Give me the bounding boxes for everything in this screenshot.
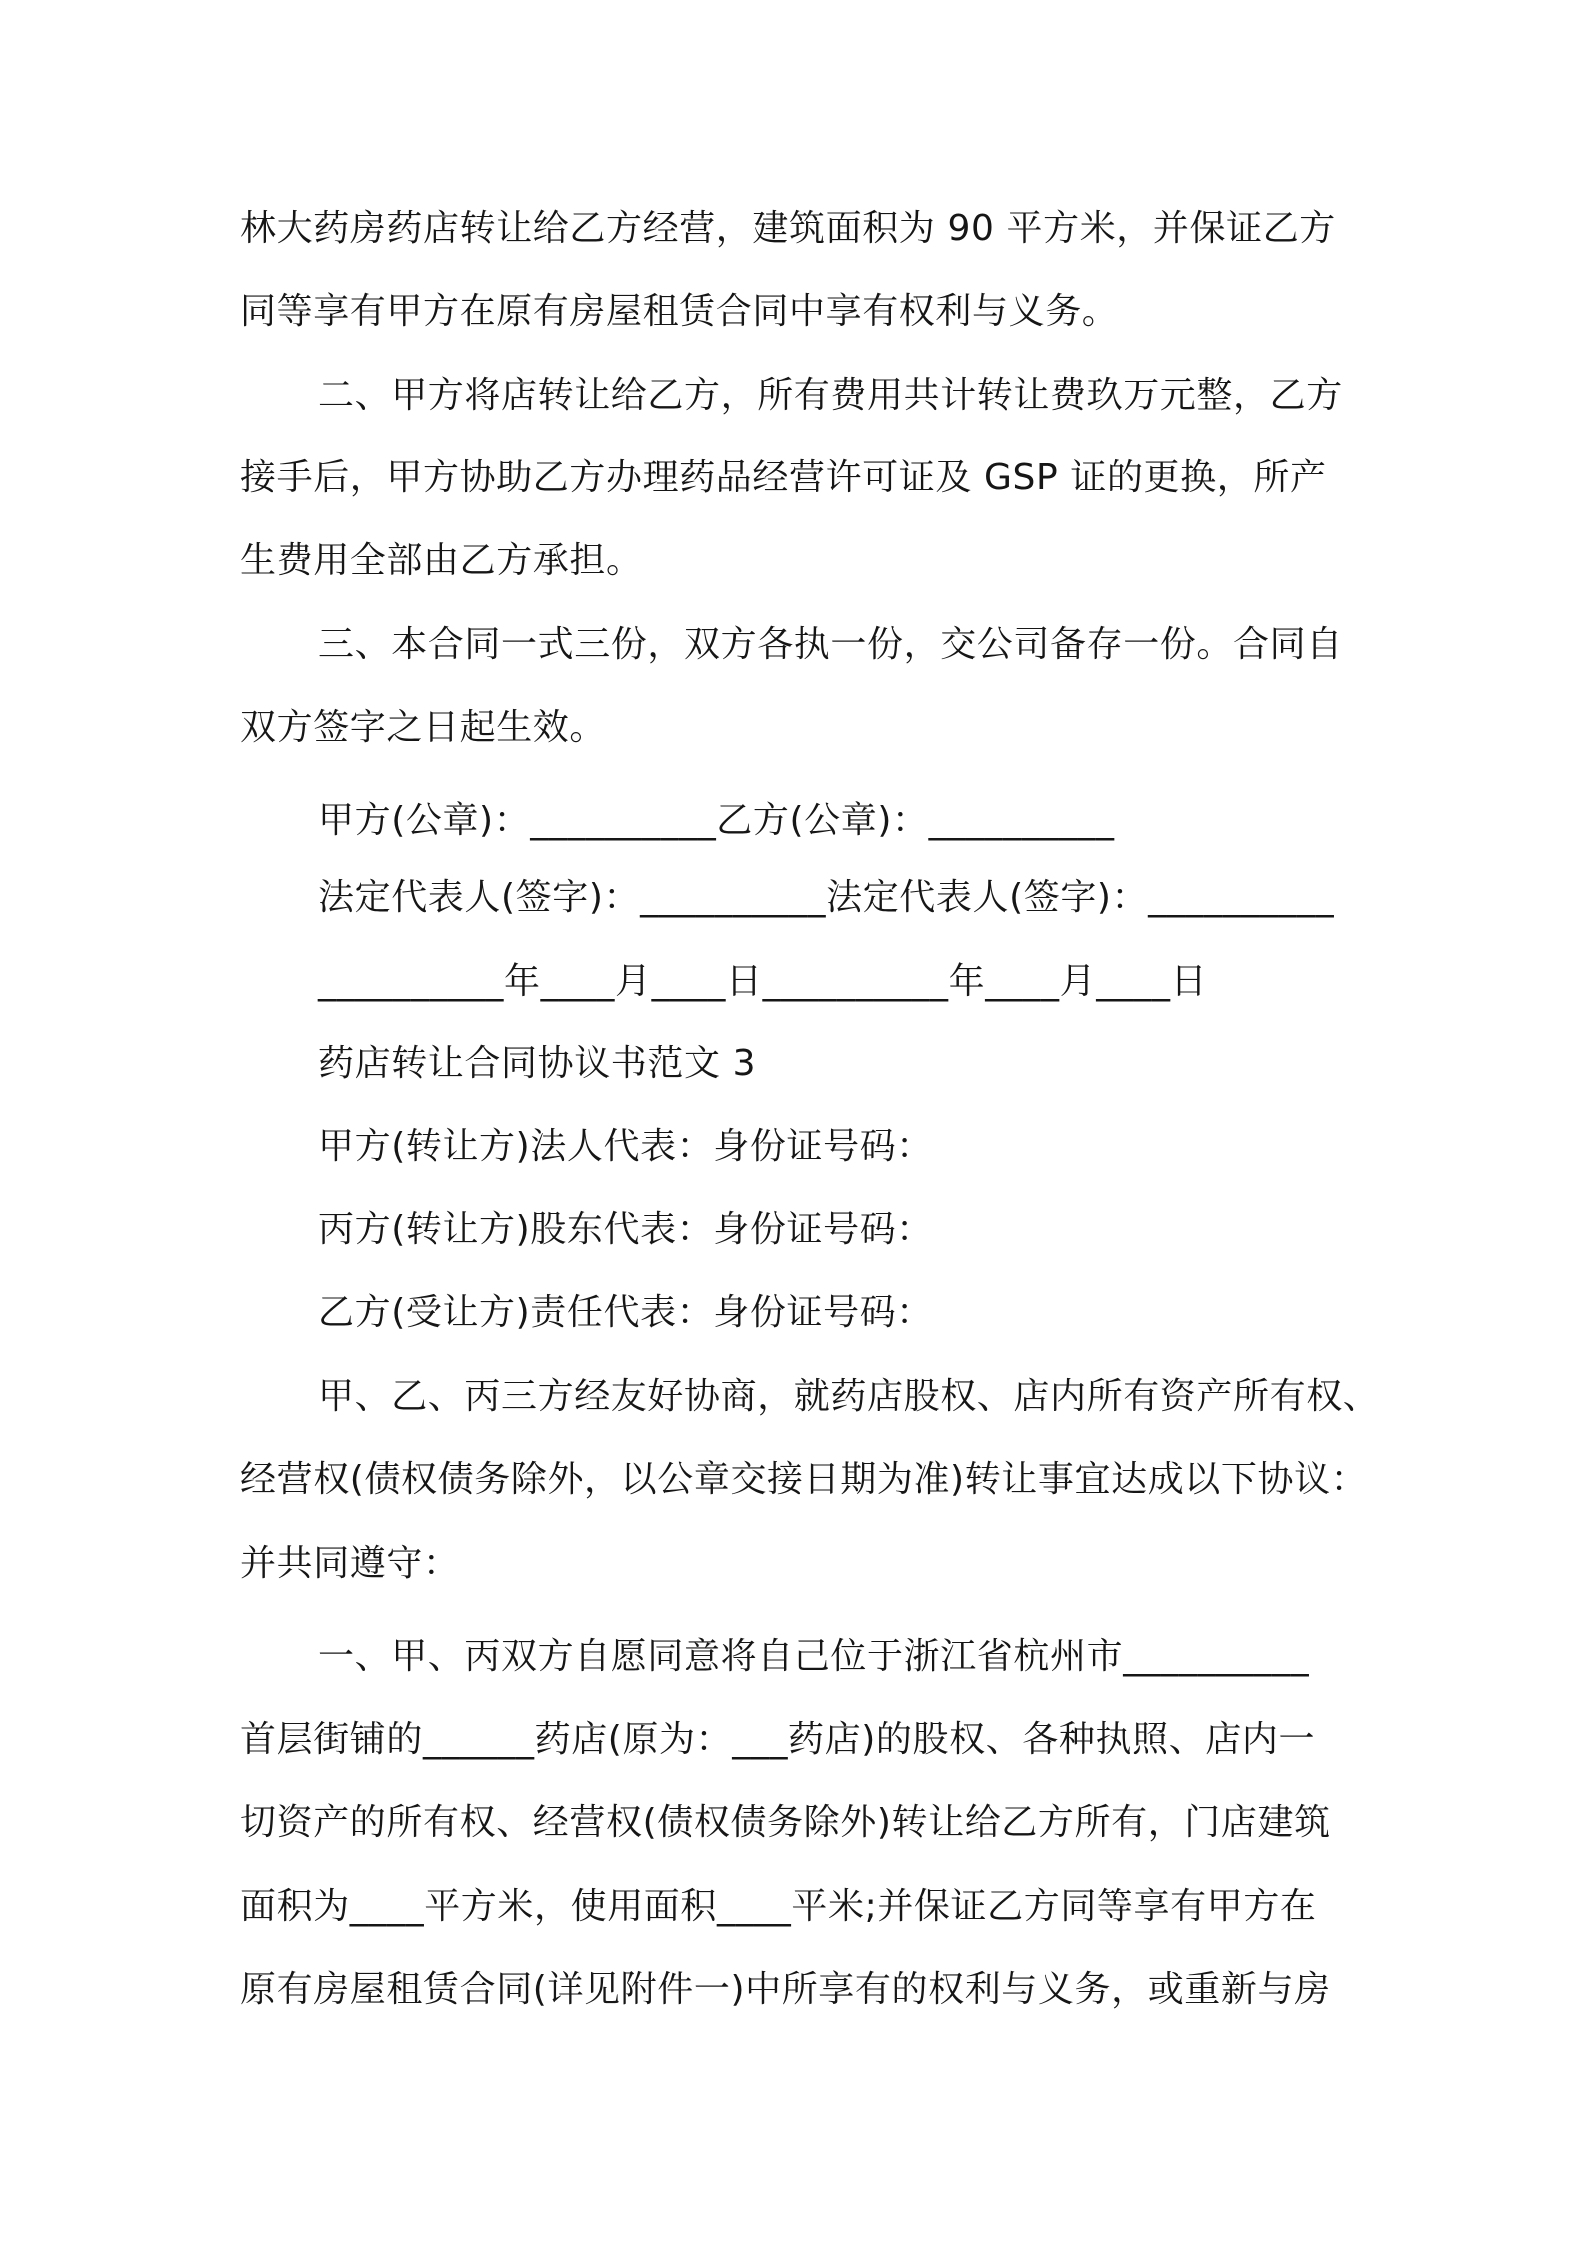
text-line: 一、甲、丙双方自愿同意将自己位于浙江省杭州市__________ xyxy=(318,1636,1310,1677)
text-line: 经营权(债权债务除外，以公章交接日期为准)转让事宜达成以下协议： xyxy=(240,1459,1368,1500)
text-line: 首层街铺的______药店(原为：___药店)的股权、各种执照、店内一 xyxy=(240,1719,1316,1760)
text-line: 生费用全部由乙方承担。 xyxy=(240,540,643,581)
text-line: 原有房屋租赁合同(详见附件一)中所享有的权利与义务，或重新与房 xyxy=(240,1969,1331,2010)
party-line: 甲方(转让方)法人代表：身份证号码： xyxy=(318,1126,933,1167)
text-line: 林大药房药店转让给乙方经营，建筑面积为 90 平方米，并保证乙方 xyxy=(240,208,1336,249)
text-line: 甲、乙、丙三方经友好协商，就药店股权、店内所有资产所有权、 xyxy=(318,1376,1380,1417)
text-line: 面积为____平方米，使用面积____平米;并保证乙方同等享有甲方在 xyxy=(240,1886,1317,1927)
text-line: 双方签字之日起生效。 xyxy=(240,707,607,748)
text-line: 同等享有甲方在原有房屋租赁合同中享有权利与义务。 xyxy=(240,291,1119,332)
signature-line: 甲方(公章)：__________乙方(公章)：__________ xyxy=(318,800,1115,841)
text-line: 二、甲方将店转让给乙方，所有费用共计转让费玖万元整，乙方 xyxy=(318,375,1343,416)
text-line: 接手后，甲方协助乙方办理药品经营许可证及 GSP 证的更换，所产 xyxy=(240,457,1327,498)
section-title: 药店转让合同协议书范文 3 xyxy=(318,1043,757,1084)
party-line: 乙方(受让方)责任代表：身份证号码： xyxy=(318,1292,933,1333)
signature-line: 法定代表人(签字)：__________法定代表人(签字)：__________ xyxy=(318,877,1335,918)
party-line: 丙方(转让方)股东代表：身份证号码： xyxy=(318,1209,933,1250)
date-line: __________年____月____日__________年____月____日 xyxy=(318,961,1208,1002)
text-line: 三、本合同一式三份，双方各执一份，交公司备存一份。合同自 xyxy=(318,624,1343,665)
text-line: 并共同遵守： xyxy=(240,1543,460,1584)
text-line: 切资产的所有权、经营权(债权债务除外)转让给乙方所有，门店建筑 xyxy=(240,1802,1331,1843)
